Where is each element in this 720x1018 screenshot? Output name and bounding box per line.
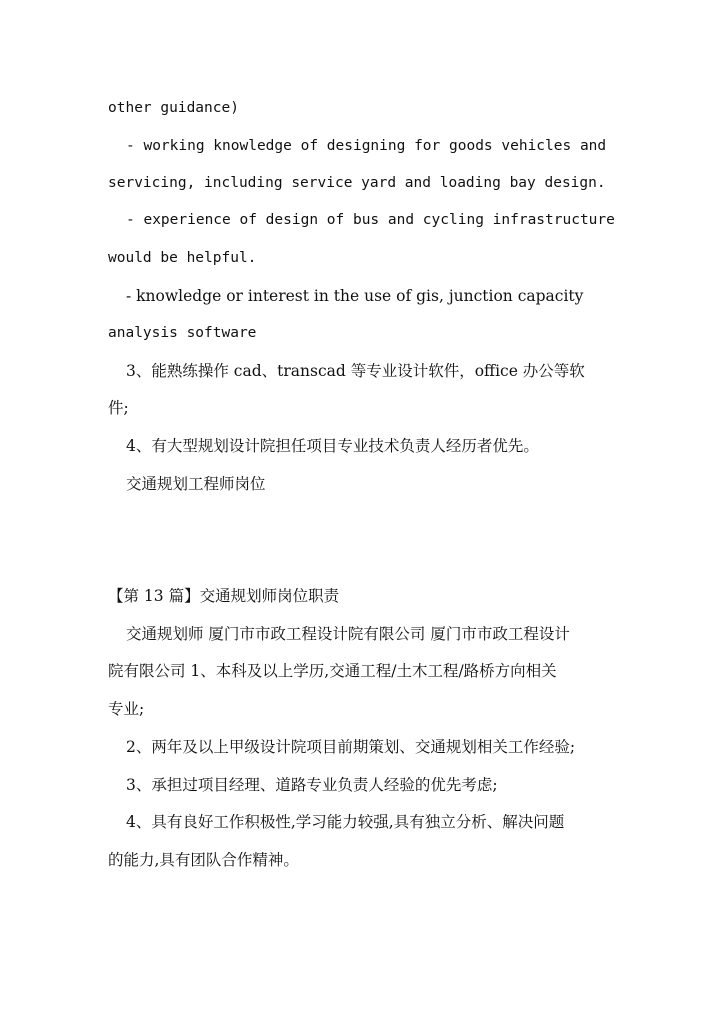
text-line-6: - knowledge or interest in the use of gis, junction capacity xyxy=(126,287,584,305)
text-line-4: - experience of design of bus and cycling infrastructure xyxy=(126,212,615,228)
text-line-15: 专业; xyxy=(108,700,145,718)
text-line-17: 3、承担过项目经理、道路专业负责人经验的优先考虑; xyxy=(126,776,498,794)
text-line-9: 件; xyxy=(108,399,129,417)
text-line-7: analysis software xyxy=(108,325,257,341)
section-heading: 【第 13 篇】交通规划师岗位职责 xyxy=(108,587,340,605)
text-line-5: would be helpful. xyxy=(108,250,257,266)
text-line-8: 3、能熟练操作 cad、transcad 等专业设计软件，office 办公等软 xyxy=(126,362,585,380)
text-line-16: 2、两年及以上甲级设计院项目前期策划、交通规划相关工作经验; xyxy=(126,738,576,756)
text-line-3: servicing, including service yard and loading bay design. xyxy=(108,175,606,191)
text-line-2: - working knowledge of designing for goods vehicles and xyxy=(126,138,607,154)
text-line-18: 4、具有良好工作积极性,学习能力较强,具有独立分析、解决问题 xyxy=(126,813,565,831)
text-line-11: 交通规划工程师岗位 xyxy=(126,475,266,493)
text-line-10: 4、有大型规划设计院担任项目专业技术负责人经历者优先。 xyxy=(126,437,539,455)
text-line-1: other guidance) xyxy=(108,100,239,116)
text-line-13: 交通规划师 厦门市市政工程设计院有限公司 厦门市市政工程设计 xyxy=(126,625,570,643)
text-line-19: 的能力,具有团队合作精神。 xyxy=(108,851,299,869)
text-line-14: 院有限公司 1、本科及以上学历,交通工程/土木工程/路桥方向相关 xyxy=(108,662,557,680)
